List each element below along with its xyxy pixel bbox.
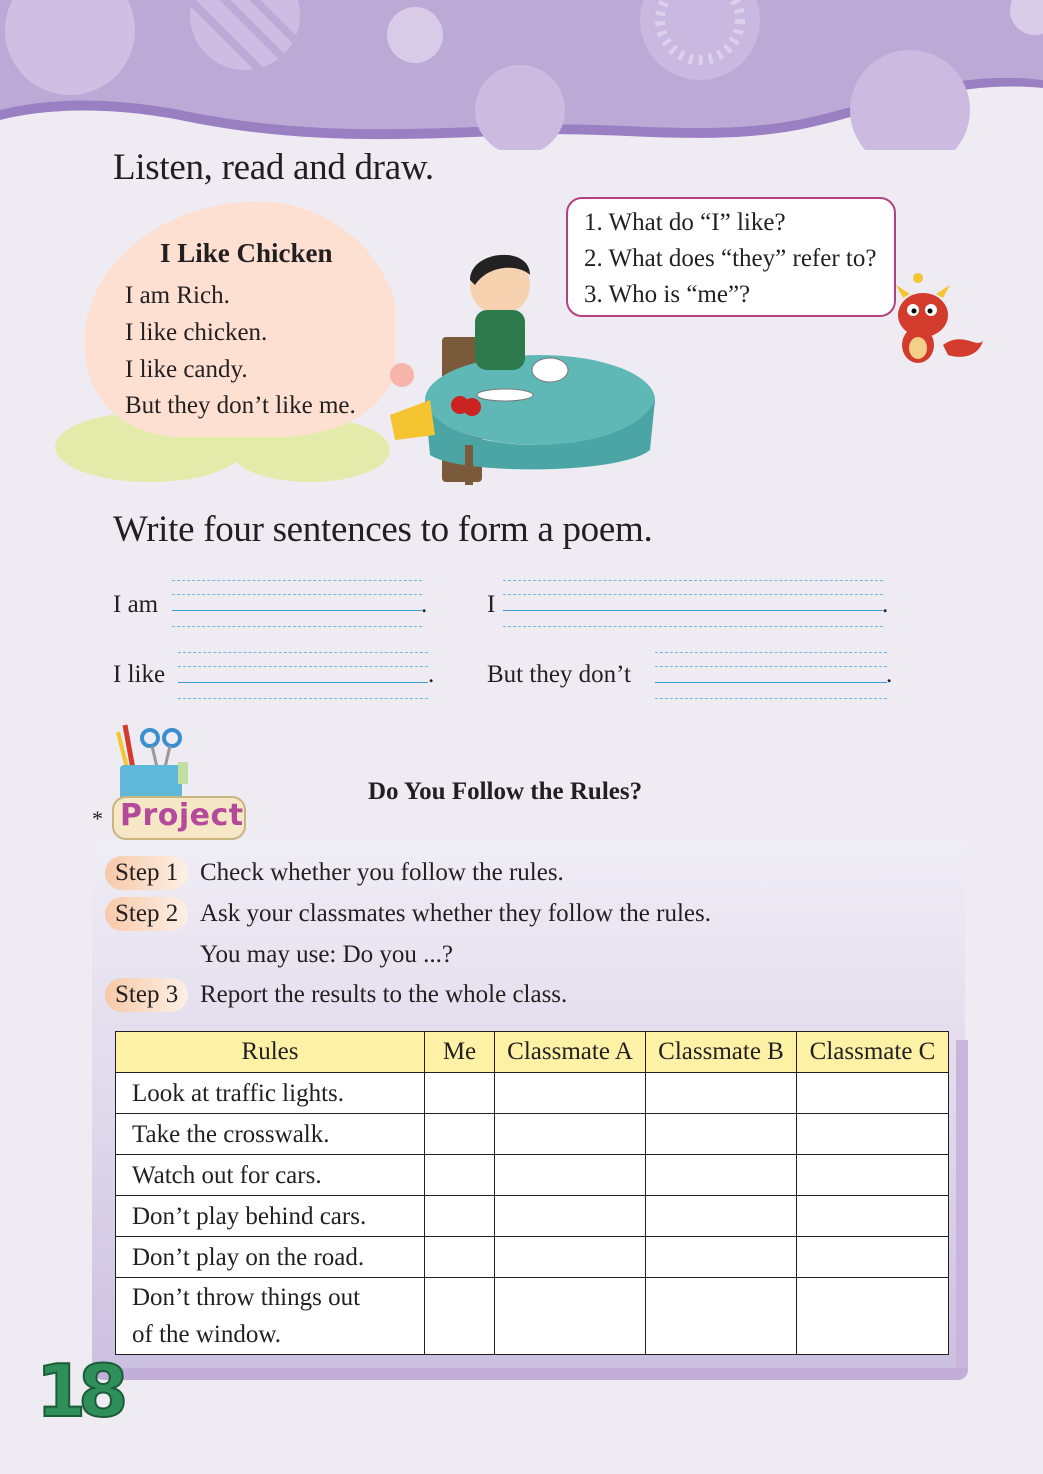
page-number <box>36 1349 126 1435</box>
write-line-input[interactable] <box>178 652 428 702</box>
sentence-period: . <box>882 591 889 618</box>
answer-cell[interactable] <box>495 1114 646 1155</box>
answer-cell[interactable] <box>797 1196 949 1237</box>
answer-cell[interactable] <box>425 1073 495 1114</box>
section-heading-listen: Listen, read and draw. <box>113 147 434 188</box>
rule-line: of the window. <box>132 1321 282 1348</box>
table-row <box>116 1114 949 1155</box>
answer-cell[interactable] <box>646 1196 797 1237</box>
answer-cell[interactable] <box>797 1155 949 1196</box>
answer-cell[interactable] <box>646 1278 797 1355</box>
write-line-input[interactable] <box>655 652 887 702</box>
answer-cell[interactable] <box>495 1155 646 1196</box>
step-text: Check whether you follow the rules. <box>200 859 564 886</box>
step-badge: Step 3 <box>105 978 188 1012</box>
step-text: Report the results to the whole class. <box>200 981 568 1008</box>
column-header: Rules <box>116 1032 425 1073</box>
table-header-row <box>116 1032 949 1073</box>
rule-cell: Don’t play behind cars. <box>116 1196 425 1237</box>
project-badge <box>112 796 246 840</box>
rule-cell: Take the crosswalk. <box>116 1114 425 1155</box>
project-badge-label: Project <box>120 798 244 833</box>
step-badge: Step 1 <box>105 856 188 890</box>
step-badge: Step 2 <box>105 897 188 931</box>
step-text: Ask your classmates whether they follow the rules. <box>200 900 711 927</box>
answer-cell[interactable] <box>797 1073 949 1114</box>
step-hint: You may use: Do you ...? <box>200 941 454 968</box>
table-row <box>116 1155 949 1196</box>
answer-cell[interactable] <box>495 1073 646 1114</box>
poem-line: I like candy. <box>125 356 248 383</box>
answer-cell[interactable] <box>495 1196 646 1237</box>
answer-cell[interactable] <box>495 1278 646 1355</box>
answer-cell[interactable] <box>425 1114 495 1155</box>
answer-cell[interactable] <box>425 1237 495 1278</box>
rule-cell: Watch out for cars. <box>116 1155 425 1196</box>
write-line-input[interactable] <box>503 580 883 630</box>
column-header: Classmate C <box>797 1032 949 1073</box>
poem-line: I am Rich. <box>125 282 230 309</box>
panel-shadow-bottom <box>92 1368 968 1380</box>
prompt-label: I <box>487 591 496 618</box>
panel-shadow-edge <box>956 1040 968 1380</box>
sentence-period: . <box>886 661 893 688</box>
answer-cell[interactable] <box>425 1155 495 1196</box>
answer-cell[interactable] <box>646 1155 797 1196</box>
rule-cell <box>116 1278 425 1355</box>
answer-cell[interactable] <box>646 1237 797 1278</box>
answer-cell[interactable] <box>425 1278 495 1355</box>
rules-table <box>115 1031 949 1355</box>
top-decorative-banner <box>0 0 1043 150</box>
table-row <box>116 1237 949 1278</box>
prompt-label: I like <box>113 661 166 688</box>
answer-cell[interactable] <box>797 1237 949 1278</box>
question-item: 2. What does “they” refer to? <box>584 245 877 272</box>
column-header: Classmate B <box>646 1032 797 1073</box>
question-box <box>566 197 896 317</box>
answer-cell[interactable] <box>646 1073 797 1114</box>
dragon-mascot-icon <box>888 270 988 370</box>
answer-cell[interactable] <box>797 1114 949 1155</box>
table-row <box>116 1073 949 1114</box>
table-row <box>116 1196 949 1237</box>
answer-cell[interactable] <box>646 1114 797 1155</box>
section-heading-write: Write four sentences to form a poem. <box>113 509 653 550</box>
sentence-period: . <box>421 591 428 618</box>
answer-cell[interactable] <box>495 1237 646 1278</box>
page-number-text: 18 <box>36 1349 121 1433</box>
rule-cell: Don’t play on the road. <box>116 1237 425 1278</box>
column-header: Me <box>425 1032 495 1073</box>
table-row <box>116 1278 949 1355</box>
answer-cell[interactable] <box>797 1278 949 1355</box>
rule-line: Don’t throw things out <box>132 1284 361 1311</box>
question-item: 3. Who is “me”? <box>584 281 751 308</box>
poem-title: I Like Chicken <box>160 238 333 268</box>
question-item: 1. What do “I” like? <box>584 209 786 236</box>
poem-line: I like chicken. <box>125 319 268 346</box>
rule-cell: Look at traffic lights. <box>116 1073 425 1114</box>
answer-cell[interactable] <box>425 1196 495 1237</box>
project-asterisk: * <box>92 806 103 831</box>
column-header: Classmate A <box>495 1032 646 1073</box>
prompt-label: I am <box>113 591 159 618</box>
write-line-input[interactable] <box>172 580 422 630</box>
prompt-label: But they don’t <box>487 661 631 688</box>
sentence-period: . <box>428 661 435 688</box>
project-title: Do You Follow the Rules? <box>368 778 643 805</box>
poem-line: But they don’t like me. <box>125 392 356 419</box>
